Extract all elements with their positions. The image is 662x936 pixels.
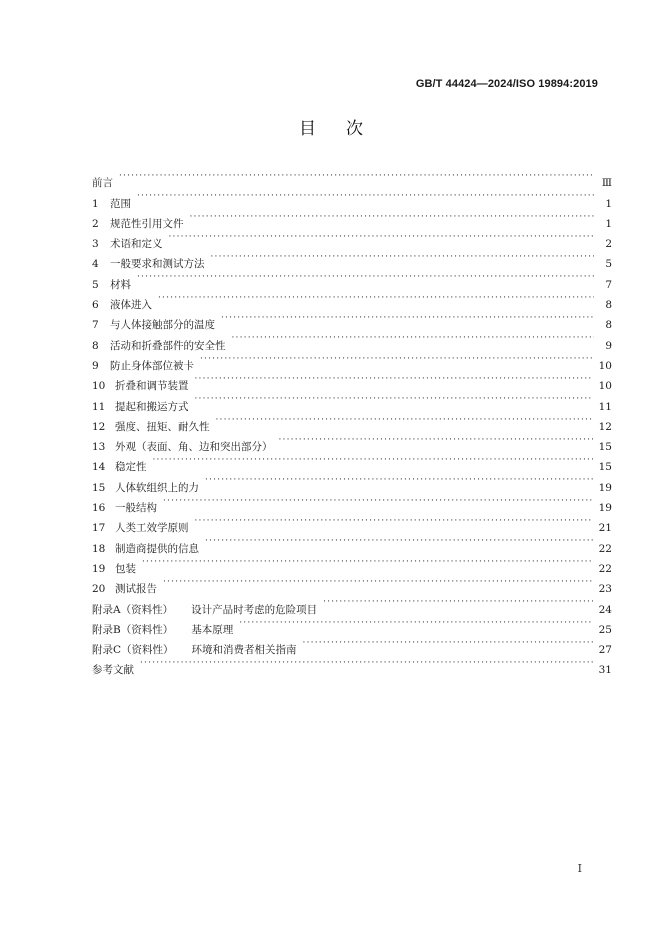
toc-entry-page: 1 bbox=[605, 197, 612, 210]
toc-entry-label: 提起和搬运方式 bbox=[115, 400, 189, 413]
toc-leader-dots bbox=[195, 511, 593, 531]
toc-entry-label: 折叠和调节装置 bbox=[115, 380, 189, 393]
toc-entry[interactable] bbox=[92, 186, 612, 210]
toc-entry-number: 16 bbox=[92, 502, 106, 515]
toc-entry-page: 15 bbox=[598, 461, 612, 474]
toc-entry-page: 1 bbox=[605, 217, 612, 230]
toc-entry-page: 9 bbox=[605, 339, 612, 352]
toc-entry[interactable] bbox=[92, 227, 612, 251]
toc-entry-number: 19 bbox=[92, 562, 106, 575]
toc-entry-page: 22 bbox=[598, 542, 612, 555]
toc-entry[interactable] bbox=[92, 572, 612, 596]
toc-entry-page: 24 bbox=[598, 603, 612, 616]
toc-entry-number: 12 bbox=[92, 420, 106, 433]
toc-entry-page: 10 bbox=[598, 380, 612, 393]
toc-leader-dots bbox=[200, 349, 593, 369]
toc-leader-dots bbox=[205, 470, 593, 490]
toc-entry-label: 范围 bbox=[110, 197, 131, 210]
toc-entry-page: 15 bbox=[598, 441, 612, 454]
toc-entry-annex-a[interactable] bbox=[92, 592, 612, 616]
toc-leader-dots bbox=[221, 308, 594, 328]
toc-entry-number: 7 bbox=[92, 319, 99, 332]
toc-entry-page: 27 bbox=[598, 644, 612, 657]
toc-leader-dots bbox=[303, 633, 593, 653]
toc-entry-number: 8 bbox=[92, 339, 99, 352]
toc-leader-dots bbox=[137, 186, 594, 206]
toc-entry-label: 前言 bbox=[92, 177, 113, 190]
toc-entry-number: 13 bbox=[92, 441, 106, 454]
toc-leader-dots bbox=[190, 207, 595, 227]
toc-entry-label: 设计产品时考虑的危险项目 bbox=[191, 603, 318, 616]
toc-entry-page: 8 bbox=[605, 319, 612, 332]
toc-entry-label: 规范性引用文件 bbox=[110, 217, 184, 230]
toc-entry-label: 术语和定义 bbox=[110, 238, 163, 251]
toc-entry-number: 15 bbox=[92, 481, 106, 494]
toc-entry-page: 25 bbox=[598, 623, 612, 636]
toc-entry-bibliography[interactable] bbox=[92, 653, 612, 677]
toc-leader-dots bbox=[211, 247, 595, 267]
toc-entry-label: 与人体接触部分的温度 bbox=[110, 319, 215, 332]
toc-leader-dots bbox=[158, 288, 594, 308]
toc-leader-dots bbox=[323, 592, 593, 612]
toc-entry-label: 参考文献 bbox=[92, 664, 134, 677]
toc-leader-dots bbox=[163, 572, 593, 592]
toc-entry-page: 21 bbox=[598, 522, 612, 535]
toc-entry-label: 测试报告 bbox=[115, 583, 157, 596]
toc-entry-page: 23 bbox=[598, 583, 612, 596]
toc-entry-label: 环境和消费者相关指南 bbox=[191, 644, 297, 657]
toc-entry[interactable] bbox=[92, 470, 612, 494]
toc-leader-dots bbox=[142, 552, 593, 572]
toc-entry-page: 22 bbox=[598, 562, 612, 575]
toc-entry-page: 7 bbox=[605, 278, 612, 291]
toc-leader-dots bbox=[239, 613, 592, 633]
toc-entry[interactable] bbox=[92, 511, 612, 535]
toc-entry-page: Ⅲ bbox=[601, 177, 612, 190]
toc-entry-label: 基本原理 bbox=[191, 623, 234, 636]
toc-entry-number: 5 bbox=[92, 278, 99, 291]
toc-leader-dots bbox=[137, 267, 594, 287]
toc-leader-dots bbox=[140, 653, 593, 673]
toc-entry-label: 制造商提供的信息 bbox=[115, 542, 199, 555]
toc-entry[interactable] bbox=[92, 288, 612, 312]
toc-entry[interactable] bbox=[92, 450, 612, 474]
toc-entry-label: 外观（表面、角、边和突出部分） bbox=[115, 441, 273, 454]
toc-leader-dots bbox=[153, 450, 593, 470]
toc-annex-label: 附录B（资料性） bbox=[92, 623, 174, 636]
toc-entry-page: 31 bbox=[598, 664, 612, 677]
toc-entry-number: 2 bbox=[92, 217, 99, 230]
toc-entry-page: 8 bbox=[605, 299, 612, 312]
toc-leader-dots bbox=[205, 531, 593, 551]
toc-annex-label: 附录A（资料性） bbox=[92, 603, 174, 616]
toc-entry-label: 人体软组织上的力 bbox=[115, 481, 199, 494]
toc-entry-label: 防止身体部位被卡 bbox=[110, 359, 194, 372]
toc-entry-number: 4 bbox=[92, 258, 99, 271]
toc-entry-label: 包装 bbox=[115, 562, 136, 575]
toc-entry-page: 19 bbox=[598, 481, 612, 494]
toc-leader-dots bbox=[216, 410, 593, 430]
toc-entry-label: 稳定性 bbox=[115, 461, 147, 474]
toc-entry-label: 活动和折叠部件的安全性 bbox=[110, 339, 226, 352]
toc-leader-dots bbox=[169, 227, 595, 247]
toc-entry[interactable] bbox=[92, 308, 612, 332]
toc-entry-number: 10 bbox=[92, 380, 106, 393]
toc-entry-number: 6 bbox=[92, 299, 99, 312]
toc-entry-label: 一般结构 bbox=[115, 502, 157, 515]
toc-entry-label: 材料 bbox=[110, 278, 131, 291]
toc-entry-number: 3 bbox=[92, 238, 99, 251]
toc-entry-label: 人类工效学原则 bbox=[115, 522, 189, 535]
toc-entry[interactable] bbox=[92, 247, 612, 271]
toc-leader-dots bbox=[163, 491, 593, 511]
toc-entry[interactable] bbox=[92, 552, 612, 575]
toc-annex-label: 附录C（资料性） bbox=[92, 644, 174, 657]
toc-leader-dots bbox=[279, 430, 593, 450]
page-title: 目次 bbox=[299, 119, 393, 139]
page-number: I bbox=[577, 862, 582, 875]
toc-entry[interactable] bbox=[92, 491, 612, 515]
toc-entry-number: 18 bbox=[92, 542, 106, 555]
toc-entry[interactable] bbox=[92, 207, 612, 230]
toc-entry-page: 11 bbox=[598, 400, 612, 413]
toc-entry-page: 19 bbox=[598, 502, 612, 515]
toc-leader-dots bbox=[119, 166, 594, 186]
toc-entry-number: 14 bbox=[92, 461, 106, 474]
toc-entry[interactable] bbox=[92, 267, 612, 291]
toc-entry-page: 10 bbox=[598, 359, 612, 372]
toc-entry-number: 1 bbox=[92, 197, 99, 210]
toc-leader-dots bbox=[232, 328, 595, 348]
toc-entry-foreword[interactable] bbox=[92, 166, 612, 190]
toc-entry-label: 强度、扭矩、耐久性 bbox=[115, 420, 210, 433]
toc-leader-dots bbox=[195, 389, 593, 409]
toc-entry-label: 一般要求和测试方法 bbox=[110, 258, 205, 271]
table-of-contents bbox=[92, 166, 612, 677]
toc-entry-number: 20 bbox=[92, 583, 106, 596]
toc-entry-number: 9 bbox=[92, 359, 99, 372]
toc-entry-page: 12 bbox=[598, 420, 612, 433]
toc-entry-label: 液体进入 bbox=[110, 299, 152, 312]
toc-entry-number: 17 bbox=[92, 522, 106, 535]
toc-leader-dots bbox=[195, 369, 593, 389]
toc-entry-page: 2 bbox=[605, 238, 612, 251]
toc-entry-page: 5 bbox=[605, 258, 612, 271]
toc-entry-number: 11 bbox=[92, 400, 106, 413]
standard-code: GB/T 44424—2024/ISO 19894:2019 bbox=[415, 78, 598, 90]
